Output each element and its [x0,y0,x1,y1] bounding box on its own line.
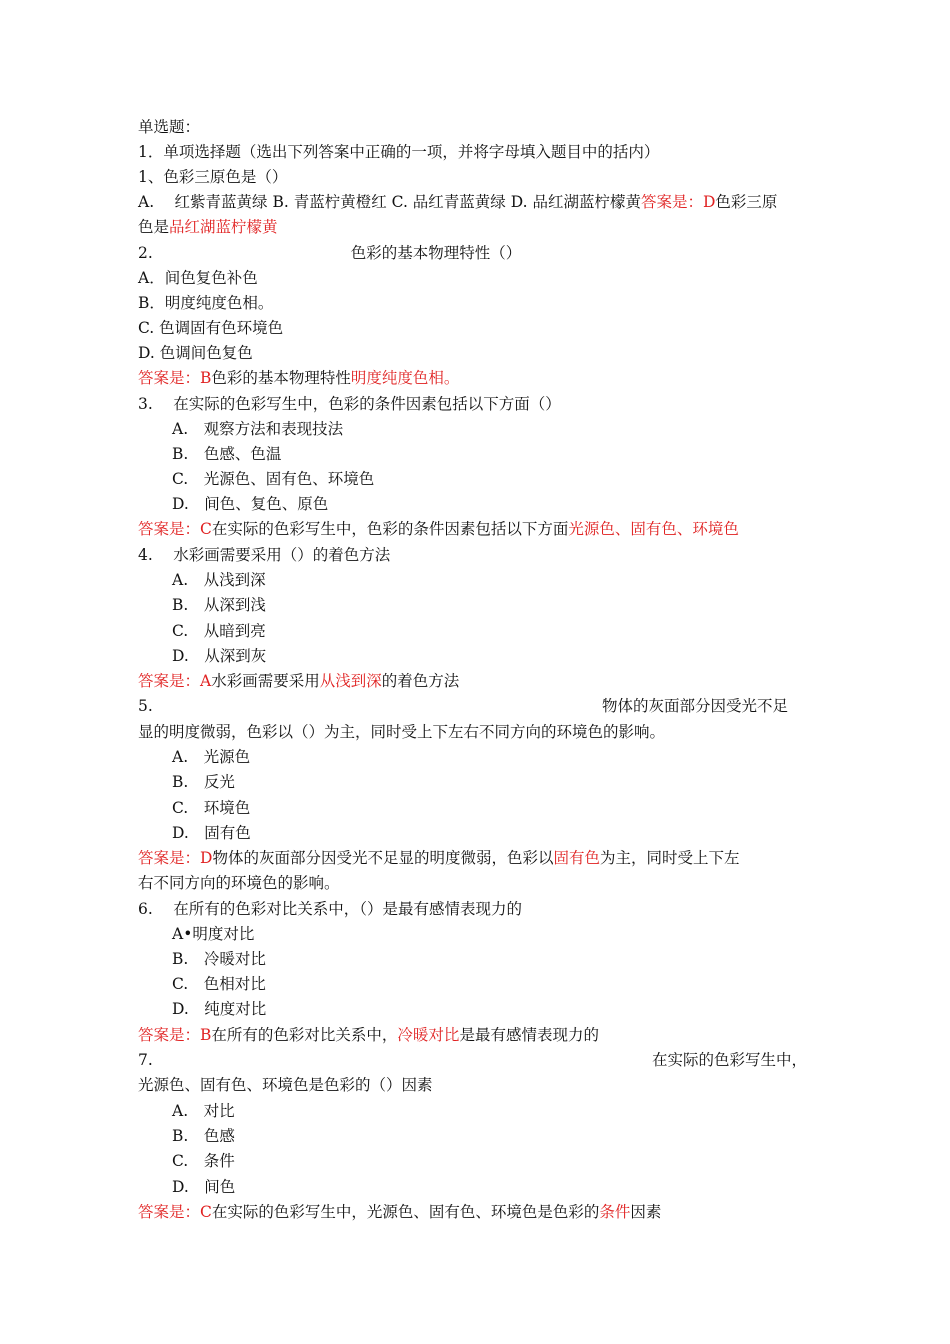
q6-option-c: C. 色相对比 [172,975,266,993]
q6-answer-highlight: 冷暖对比 [397,1026,460,1044]
q3-answer-prefix: 答案是：C [138,520,212,538]
q2-answer-prefix: 答案是：B [138,369,212,387]
q7-option-b: B. 色感 [172,1127,235,1145]
q3-option-a: A. 观察方法和表现技法 [172,420,344,438]
q7-answer-prefix: 答案是：C [138,1203,212,1221]
q6-answer [138,1023,818,1048]
q5-option-a: A. 光源色 [172,748,251,766]
q1-stem: 1、色彩三原色是（） [138,168,288,186]
q2-stem: 色彩的基本物理特性（） [350,244,522,262]
q7-stem-right: 在实际的色彩写生中， [652,1051,808,1069]
q7-answer-after: 因素 [630,1203,662,1221]
q7-answer-text: 在实际的色彩写生中，光源色、固有色、环境色是色彩的 [211,1203,600,1221]
q2-stem-line [138,241,818,266]
q1-answer-tail: 色彩三原 [715,193,778,211]
q5-stem-right: 物体的灰面部分因受光不足 [602,697,789,715]
q1-answer-text: 色是 [138,218,170,236]
q3-answer-highlight: 光源色、固有色、环境色 [568,520,739,538]
q3-option-b: B. 色感、色温 [172,445,282,463]
q2-option-c: C. 色调固有色环境色 [138,319,284,337]
q7-answer [138,1200,818,1225]
q4-answer [138,669,818,694]
q4-stem: 4. 水彩画需要采用（）的着色方法 [138,546,391,564]
q5-answer-line2: 右不同方向的环境色的影响。 [138,874,340,892]
q6-answer-after: 是最有感情表现力的 [459,1026,599,1044]
q2-answer-text: 色彩的基本物理特性 [211,369,351,387]
q4-answer-highlight: 从浅到深 [319,672,382,690]
q7-answer-highlight: 条件 [599,1203,631,1221]
q3-stem: 3. 在实际的色彩写生中，色彩的条件因素包括以下方面（） [138,395,561,413]
q3-answer-text: 在实际的色彩写生中，色彩的条件因素包括以下方面 [211,520,569,538]
q4-option-a: A. 从浅到深 [172,571,266,589]
q2-option-d: D. 色调间色复色 [138,344,253,362]
q4-option-b: B. 从深到浅 [172,596,266,614]
q6-option-b: B. 冷暖对比 [172,950,266,968]
q6-answer-prefix: 答案是：B [138,1026,212,1044]
q4-answer-prefix: 答案是：A [138,672,212,690]
q4-answer-text: 水彩画需要采用 [211,672,320,690]
q2-option-a: A．间色复色补色 [138,269,258,287]
q1-options-line [138,190,818,215]
q5-answer [138,846,818,871]
q3-option-d: D. 间色、复色、原色 [172,495,329,513]
q6-option-a: A•明度对比 [172,925,255,943]
q5-number: 5. [138,697,153,715]
q6-option-d: D. 纯度对比 [172,1000,267,1018]
q5-stem-line2: 显的明度微弱，色彩以（）为主，同时受上下左右不同方向的环境色的影响。 [138,723,666,741]
q7-stem-line2: 光源色、固有色、环境色是色彩的（）因素 [138,1076,433,1094]
q2-answer [138,366,818,391]
q2-option-b: B．明度纯度色相。 [138,294,274,312]
q7-option-c: C. 条件 [172,1152,235,1170]
q5-answer-prefix: 答案是：D [138,849,213,867]
q5-answer-after: 为主，同时受上下左 [599,849,740,867]
q5-answer-text: 物体的灰面部分因受光不足显的明度微弱，色彩以 [212,849,554,867]
section-title: 1．单项选择题（选出下列答案中正确的一项，并将字母填入题目中的括内） [138,143,660,161]
q5-answer-highlight: 固有色 [553,849,600,867]
q2-number: 2. [138,244,153,262]
q7-number: 7. [138,1051,153,1069]
q7-option-a: A. 对比 [172,1102,235,1120]
q1-options: A. 红紫青蓝黄绿 B. 青蓝柠黄橙红 C. 品红青蓝黄绿 D. 品红湖蓝柠檬黄 [138,193,641,211]
q2-answer-highlight: 明度纯度色相。 [350,369,460,387]
heading: 单选题： [138,118,201,136]
q1-answer-highlight: 品红湖蓝柠檬黄 [169,218,278,236]
q4-answer-after: 的着色方法 [381,672,460,690]
q4-option-c: C. 从暗到亮 [172,622,266,640]
q7-option-d: D. 间色 [172,1178,236,1196]
q5-option-c: C. 环境色 [172,799,251,817]
q1-answer-prefix: 答案是：D [640,193,716,211]
q5-option-b: B. 反光 [172,773,235,791]
q3-answer [138,517,818,542]
q1-answer-line2 [138,215,818,240]
q5-option-d: D. 固有色 [172,824,251,842]
q6-stem: 6. 在所有的色彩对比关系中，（）是最有感情表现力的 [138,900,522,918]
q6-answer-text: 在所有的色彩对比关系中， [211,1026,398,1044]
q4-option-d: D. 从深到灰 [172,647,267,665]
q3-option-c: C. 光源色、固有色、环境色 [172,470,375,488]
